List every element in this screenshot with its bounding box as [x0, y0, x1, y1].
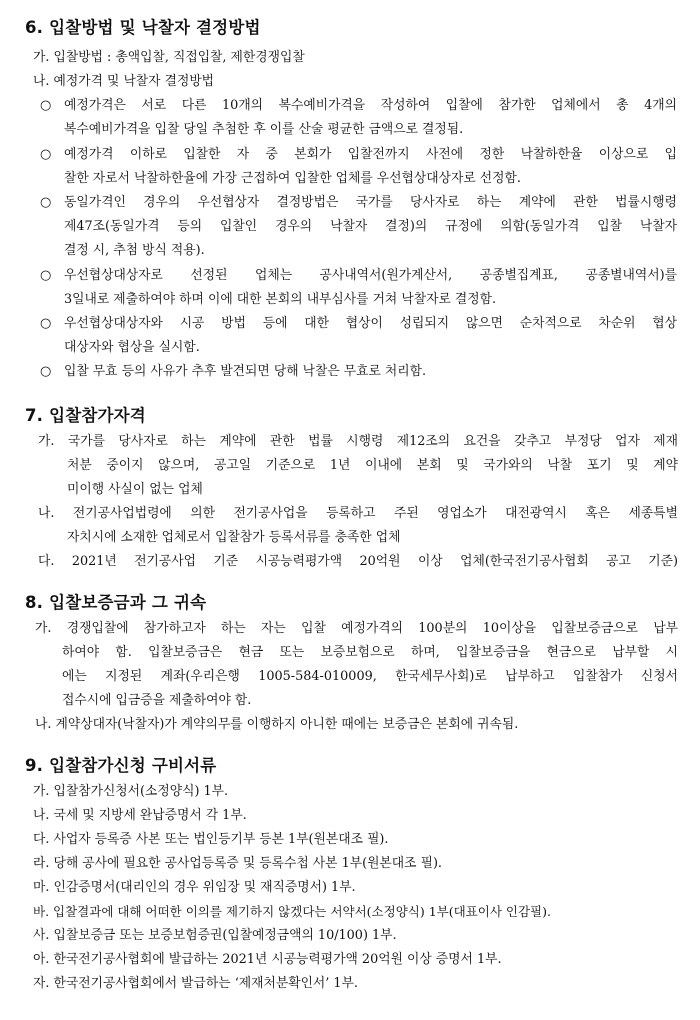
circle-bullet-icon: ○: [40, 316, 52, 331]
section-9-title: 9. 입찰참가신청 구비서류: [25, 756, 217, 775]
s7-item-na-line-1: 나. 전기공사업법령에 의한 전기공사업을 등록하고 주된 영업소가 대전광역시 혹은 세종특별: [38, 506, 678, 521]
s7-item-da: 다. 2021년 전기공사업 기준 시공능력평가액 20억원 이상 업체(한국전기공사협회 공고 기준): [38, 554, 678, 569]
s7-item-ga-line-2: 처분 중이지 않으며, 공고일 기준으로 1년 이내에 본회 및 국가와의 낙찰 포기 및 계약: [67, 458, 678, 473]
s9-item-sa: 사. 입찰보증금 또는 보증보험증권(입찰예정금액의 10/100) 1부.: [33, 928, 397, 943]
s6-bullet-4-line-2: 3일내로 제출하여야 하며 이에 대한 본회의 내부심사를 거쳐 낙찰자로 결정함.: [64, 292, 497, 307]
s9-item-ma: 마. 인감증명서(대리인의 경우 위임장 및 재직증명서) 1부.: [33, 880, 356, 895]
s6-bullet-5-line-2: 대상자와 협상을 실시함.: [64, 340, 200, 355]
s6-bullet-2-line-1: 예정가격 이하로 입찰한 자 중 본회가 입찰전까지 사전에 정한 낙찰하한율 이상으로 입: [64, 147, 677, 162]
s9-item-ga: 가. 입찰참가신청서(소정양식) 1부.: [33, 784, 229, 799]
s6-bullet-3-line-2: 제47조(동일가격 등의 입찰인 경우의 낙찰자 결정)의 규정에 의함(동일가격 입찰 낙찰자: [64, 219, 677, 234]
s7-item-ga-line-3: 미이행 사실이 없는 업체: [67, 482, 203, 497]
s9-item-ba: 바. 입찰결과에 대해 어떠한 이의를 제기하지 않겠다는 서약서(소정양식) 1부(대표이사 인감필).: [33, 904, 551, 919]
section-6-title: 6. 입찰방법 및 낙찰자 결정방법: [25, 18, 261, 37]
s6-item-ga: 가. 입찰방법 : 총액입찰, 직접입찰, 제한경쟁입찰: [33, 50, 305, 65]
s8-item-na: 나. 계약상대자(낙찰자)가 계약의무를 이행하지 아니한 때에는 보증금은 본회에 귀속됨.: [35, 717, 519, 732]
section-8-title: 8. 입찰보증금과 그 귀속: [25, 593, 207, 612]
s9-item-ja: 자. 한국전기공사협회에서 발급하는 ‘제재처분확인서’ 1부.: [33, 976, 359, 991]
s6-bullet-1-line-1: 예정가격은 서로 다른 10개의 복수예비가격을 작성하여 입찰에 참가한 업체에서 총 4개의: [64, 98, 677, 113]
s8-item-ga-line-4: 접수시에 입금증을 제출하여야 함.: [62, 693, 252, 708]
s9-item-na: 나. 국세 및 지방세 완납증명서 각 1부.: [33, 808, 247, 823]
s6-item-na: 나. 예정가격 및 낙찰자 결정방법: [33, 74, 215, 89]
s6-bullet-5-line-1: 우선협상대상자와 시공 방법 등에 대한 협상이 성립되지 않으면 순차적으로 차순위 협상: [64, 316, 677, 331]
circle-bullet-icon: ○: [40, 98, 52, 113]
s6-bullet-3-line-3: 결정 시, 추첨 방식 적용).: [64, 243, 205, 258]
section-7-title: 7. 입찰참가자격: [25, 406, 146, 425]
s6-bullet-3-line-1: 동일가격인 경우의 우선협상자 결정방법은 국가를 당사자로 하는 계약에 관한 법률시행령: [64, 195, 677, 210]
s7-item-ga-line-1: 가. 국가를 당사자로 하는 계약에 관한 법률 시행령 제12조의 요건을 갖추고 부정당 업자 제재: [38, 434, 678, 449]
circle-bullet-icon: ○: [40, 268, 52, 283]
circle-bullet-icon: ○: [40, 147, 52, 162]
circle-bullet-icon: ○: [40, 195, 52, 210]
s9-item-da: 다. 사업자 등록증 사본 또는 법인등기부 등본 1부(원본대조 필).: [33, 832, 389, 847]
s6-bullet-6-line-1: 입찰 무효 등의 사유가 추후 발견되면 당해 낙찰은 무효로 처리함.: [64, 364, 427, 379]
s8-item-ga-line-1: 가. 경쟁입찰에 참가하고자 하는 자는 입찰 예정가격의 100분의 10이상을 입찰보증금으로 납부: [35, 621, 678, 636]
s9-item-ra: 라. 당해 공사에 필요한 공사업등록증 및 등록수첩 사본 1부(원본대조 필).: [33, 856, 443, 871]
s8-item-ga-line-3: 에는 지정된 계좌(우리은행 1005-584-010009, 한국세무사회)로 납부하고 입찰참가 신청서: [62, 669, 678, 684]
s7-item-na-line-2: 자치시에 소재한 업체로서 입찰참가 등록서류를 충족한 업체: [67, 530, 401, 545]
s6-bullet-1-line-2: 복수예비가격을 입찰 당일 추첨한 후 이를 산술 평균한 금액으로 결정됨.: [64, 122, 464, 137]
s9-item-a: 아. 한국전기공사협회에 발급하는 2021년 시공능력평가액 20억원 이상 증명서 1부.: [33, 952, 502, 967]
s6-bullet-4-line-1: 우선협상대상자로 선정된 업체는 공사내역서(원가계산서, 공종별집계표, 공종별내역서)를: [64, 268, 677, 283]
circle-bullet-icon: ○: [40, 364, 52, 379]
s8-item-ga-line-2: 하여야 함. 입찰보증금은 현금 또는 보증보험으로 하며, 입찰보증금을 현금으로 납부할 시: [62, 645, 678, 660]
s6-bullet-2-line-2: 찰한 자로서 낙찰하한율에 가장 근접하여 입찰한 업체를 우선협상대상자로 선정함.: [64, 171, 521, 186]
